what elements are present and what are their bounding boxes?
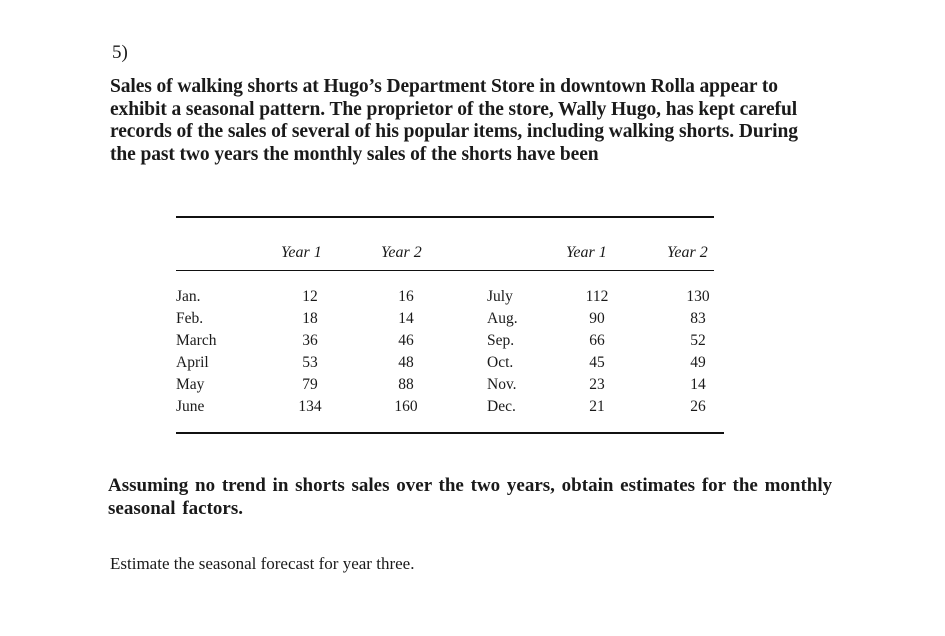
sales-value: 83 — [690, 310, 706, 327]
right-year2-column — [668, 286, 728, 418]
month-label: Sep. — [487, 332, 515, 349]
month-label: Jan. — [176, 288, 201, 305]
sales-value: 160 — [394, 398, 418, 415]
sales-value: 52 — [690, 332, 706, 349]
header-left-year1: Year 1 — [281, 244, 322, 261]
sales-value: 90 — [589, 310, 605, 327]
sales-value: 48 — [398, 354, 414, 371]
table-top-rule — [176, 216, 714, 218]
sales-value: 36 — [302, 332, 318, 349]
sales-value: 26 — [690, 398, 706, 415]
left-year2-column — [376, 286, 436, 418]
sales-value: 18 — [302, 310, 318, 327]
month-label: Nov. — [487, 376, 517, 393]
sales-value: 14 — [398, 310, 414, 327]
sales-value: 21 — [589, 398, 605, 415]
question-intro: Sales of walking shorts at Hugo’s Department Store in downtown Rolla appear to exhibit a seasonal pattern. The proprietor of the store, Wally Hugo, has kept careful records of the sales of several of his popular items, including walking shorts. During the past two years the monthly sales of the shorts have been — [110, 76, 798, 165]
sales-value: 49 — [690, 354, 706, 371]
table-bottom-rule — [176, 432, 724, 434]
month-label: June — [176, 398, 205, 415]
sales-value: 23 — [589, 376, 605, 393]
month-label: Feb. — [176, 310, 204, 327]
sales-value: 112 — [585, 288, 609, 305]
question-number: 5) — [112, 42, 128, 63]
sales-value: 88 — [398, 376, 414, 393]
left-year1-column — [280, 286, 340, 418]
month-label: Aug. — [487, 310, 518, 327]
header-right-year2: Year 2 — [667, 244, 708, 261]
sales-value: 14 — [690, 376, 706, 393]
header-right-year1: Year 1 — [566, 244, 607, 261]
sales-value: 66 — [589, 332, 605, 349]
month-label: Oct. — [487, 354, 514, 371]
month-label: Dec. — [487, 398, 516, 415]
sales-value: 53 — [302, 354, 318, 371]
sales-value: 130 — [686, 288, 710, 305]
table-header-rule — [176, 270, 714, 271]
header-left-year2: Year 2 — [381, 244, 422, 261]
sales-value: 45 — [589, 354, 605, 371]
estimate-prompt: Estimate the seasonal forecast for year three. — [110, 554, 415, 573]
sales-value: 46 — [398, 332, 414, 349]
assumption-text: Assuming no trend in shorts sales over the two years, obtain estimates for the monthly seasonal factors. — [108, 475, 833, 519]
right-months-column — [487, 286, 518, 418]
right-year1-column — [567, 286, 627, 418]
sales-value: 79 — [302, 376, 318, 393]
month-label: July — [487, 288, 513, 305]
month-label: April — [176, 354, 209, 371]
left-months-column — [176, 286, 216, 418]
sales-value: 12 — [302, 288, 318, 305]
month-label: May — [176, 376, 205, 393]
sales-value: 134 — [298, 398, 322, 415]
sales-value: 16 — [398, 288, 414, 305]
month-label: March — [176, 332, 217, 349]
